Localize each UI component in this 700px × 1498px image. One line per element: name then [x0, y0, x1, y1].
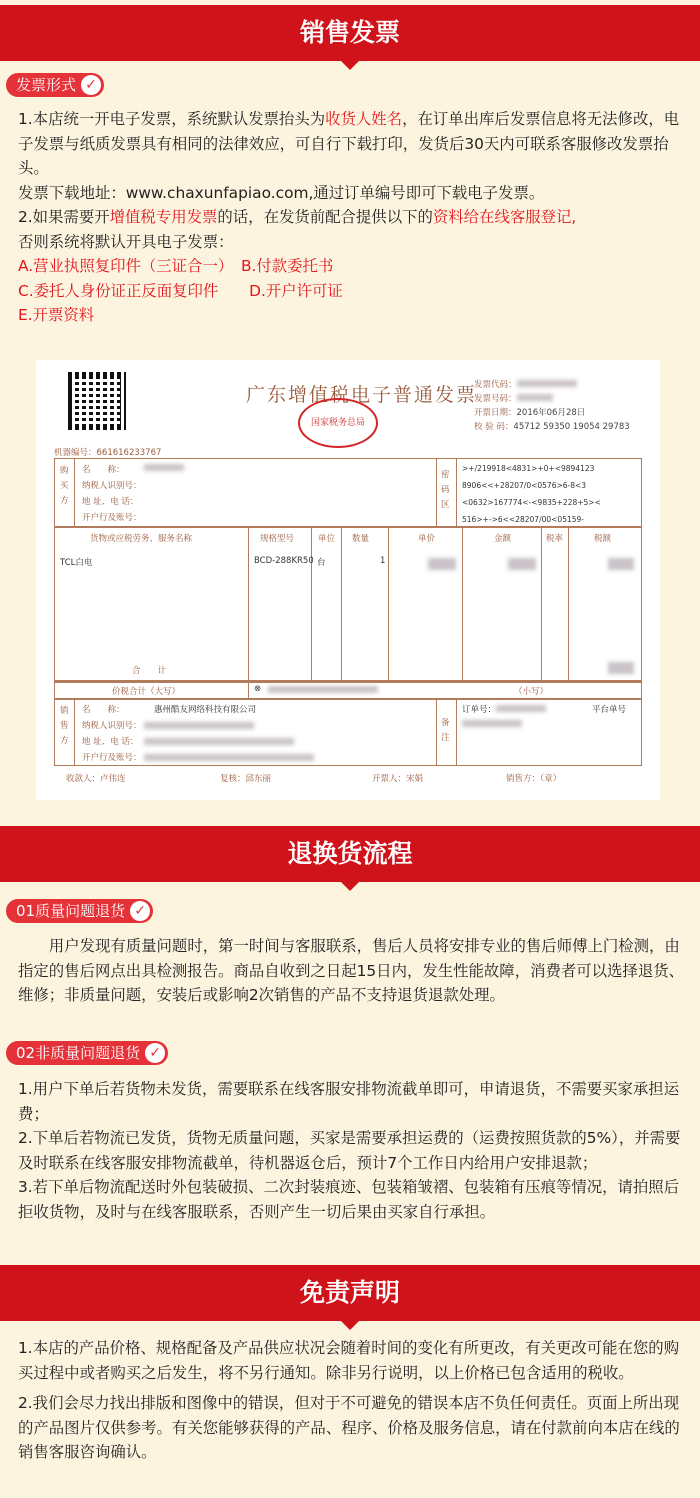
- check-icon: ✓: [81, 75, 101, 95]
- seller-name: 惠州酷友网络科技有限公司: [154, 705, 257, 715]
- column-header: 单位: [318, 534, 336, 544]
- invoice-meta: [474, 378, 630, 434]
- column-header: 金额: [494, 534, 512, 544]
- invoice-date: 2016年06月28日: [516, 408, 586, 418]
- seller-seal: 销售方：（章）: [506, 774, 562, 784]
- text-fragment: 否则系统将默认开具电子发票：: [18, 232, 234, 251]
- text-fragment: 的话，在发货前配合提供以下的: [217, 208, 433, 226]
- product-model: BCD-288KR50: [254, 556, 314, 566]
- return-rule: 2.下单后若物流已发货，货物无质量问题，买家是需要承担运费的（运费按照货款的5%），并需要及时联系在线客服安排物流截单，待机器返仓后，预计7个工作日内给用户安排退款；: [18, 1129, 681, 1172]
- section-title: 退换货流程: [287, 839, 413, 868]
- highlight-register: 资料给在线客服登记,: [432, 208, 577, 226]
- password-area-label: 密码区: [441, 470, 450, 510]
- return-rule: 1.用户下单后若货物未发货，需要联系在线客服安排物流截单即可，申请退货，不需要买家承担运费；: [18, 1080, 680, 1123]
- sample-invoice-image: [36, 360, 660, 800]
- banner-pointer: [341, 1321, 359, 1330]
- text-fragment: 2.如果需要开: [18, 208, 110, 226]
- tag-non-quality-return: [6, 1041, 168, 1065]
- seller-side-label: 销售方: [60, 706, 69, 746]
- buyer-side-label: 购买方: [60, 466, 69, 506]
- banner-pointer: [341, 61, 359, 70]
- highlight-vat: 增值税专用发票: [109, 208, 218, 226]
- disclaimer-item: 1.本店的产品价格、规格配备及产品供应状况会随着时间的变化有所更改，有关更改可能在您的购买过程中或者购买之后发生，将不另行通知。除非另行说明，以上价格已包含适用的税收。: [18, 1339, 680, 1382]
- tag-invoice-form: [6, 73, 104, 97]
- small-label: （小写）: [514, 687, 549, 697]
- column-header: 税额: [594, 534, 612, 544]
- meta-label: 发票号码：: [474, 394, 517, 404]
- required-item: E.开票资料: [18, 306, 95, 324]
- field-label: 地 址、电 话：: [82, 737, 139, 747]
- buyer-labels: [82, 462, 142, 526]
- field-label: 纳税人识别号：: [82, 721, 142, 731]
- total-label: 合 计: [132, 666, 167, 676]
- field-label: 开户行及账号：: [82, 513, 142, 523]
- seller-box: [54, 698, 642, 766]
- meta-label: 开票日期：: [474, 408, 517, 418]
- section-title: 免责声明: [299, 1278, 400, 1307]
- field-label: 名 称：: [82, 705, 125, 715]
- invoice-form-text: [18, 107, 686, 328]
- payee: 收款人：卢伟连: [66, 774, 126, 784]
- product-unit: 台: [317, 558, 326, 568]
- cipher-text: [462, 460, 601, 528]
- banner-pointer: [341, 882, 359, 891]
- column-header: 单价: [418, 534, 436, 544]
- section-banner-disclaimer: [0, 1265, 700, 1321]
- column-header: 税率: [546, 534, 564, 544]
- machine-number: 机器编号：661616233767: [54, 448, 162, 458]
- meta-label: 发票代码：: [474, 380, 517, 390]
- order-label: 订单号：: [462, 705, 497, 715]
- disclaimer-item: 2.我们会尽力找出排版和图像中的错误，但对于不可避免的错误本店不负任何责任。页面上所出现的产品图片仅供参考。有关您能够获得的产品、程序、价格及服务信息，请在付款前向本店在线的销售客服咨询确认。: [18, 1394, 680, 1461]
- check-icon: ✓: [130, 901, 150, 921]
- circle-x-icon: ⊗: [254, 684, 262, 694]
- price-tax-label: 价税合计（大写）: [112, 687, 181, 697]
- quality-return-text: 用户发现有质量问题时，第一时间与客服联系，售后人员将安排专业的售后师傅上门检测，由指定的售后网点出具检测报告。商品自收到之日起15日内，发生性能故障，消费者可以选择退货、维修；非质量问题，安装后或影响2次销售的产品不支持退货退款处理。: [18, 937, 684, 1004]
- field-label: 名 称：: [82, 465, 125, 475]
- platform-label: 平台单号: [592, 705, 627, 715]
- non-quality-return-text: [18, 1077, 686, 1224]
- tag-label: 02非质量问题退货: [16, 1044, 141, 1062]
- items-box: [54, 526, 642, 682]
- required-item: D.开户许可证: [249, 281, 343, 300]
- qr-code-icon: [68, 372, 126, 430]
- product-name: TCL白电: [60, 558, 93, 568]
- section-banner-invoice: [0, 5, 700, 61]
- required-item: C.委托人身份证正反面复印件: [18, 281, 219, 300]
- required-item: B.付款委托书: [240, 257, 334, 275]
- invoice-title: 广东增值税电子普通发票: [246, 384, 478, 406]
- section-banner-returns: [0, 826, 700, 882]
- cipher-line: 8906<<+28207/0<0576>6-8<3: [462, 481, 587, 490]
- text-fragment: ，在订单出库后发票信息将无法修改，电子发票与纸质发票具有相同的法律效应，可自行下载打印，发货后30天内可联系客服修改发票抬头。: [18, 110, 680, 177]
- tag-label: 01质量问题退货: [16, 902, 126, 920]
- field-label: 纳税人识别号：: [82, 481, 142, 491]
- meta-label: 校 验 码：: [474, 422, 514, 432]
- check-code: 45712 59350 19054 29783: [513, 422, 630, 432]
- disclaimer-text: [18, 1336, 686, 1465]
- required-item: A.营业执照复印件（三证合一）: [18, 257, 226, 275]
- product-qty: 1: [380, 556, 386, 566]
- column-header: 货物或应税劳务、服务名称: [90, 534, 193, 544]
- tag-label: 发票形式: [16, 76, 77, 94]
- highlight-consignee: 收货人姓名: [325, 110, 403, 128]
- return-rule: 3.若下单后物流配送时外包装破损、二次封装痕迹、包装箱皱褶、包装箱有压痕等情况，请拍照后拒收货物，及时与在线客服联系，否则产生一切后果由买家自行承担。: [18, 1178, 680, 1221]
- column-header: 规格型号: [260, 534, 295, 544]
- seller-labels: [82, 702, 142, 766]
- field-label: 地 址、电 话：: [82, 497, 139, 507]
- tag-quality-return: [6, 899, 153, 923]
- cipher-line: <0632>167774<-<9835+228+5><: [462, 498, 601, 507]
- column-header: 数量: [352, 534, 370, 544]
- issuer: 开票人：宋娟: [372, 774, 424, 784]
- cipher-line: >+/219918<4831>+0+<9894123: [462, 464, 595, 473]
- remark-label: 备注: [441, 718, 450, 743]
- tax-stamp: 国家税务总局: [298, 398, 378, 448]
- check-icon: ✓: [145, 1043, 165, 1063]
- download-address: 发票下载地址：www.chaxunfapiao.com,通过订单编号即可下载电子发票。: [18, 183, 545, 202]
- section-title: 销售发票: [299, 18, 400, 47]
- cipher-line: 516>+->6<<28207/00<05159-: [462, 515, 584, 524]
- text-fragment: 1.本店统一开电子发票，系统默认发票抬头为: [18, 110, 326, 128]
- field-label: 开户行及账号：: [82, 753, 142, 763]
- reviewer: 复核：邱东丽: [220, 774, 272, 784]
